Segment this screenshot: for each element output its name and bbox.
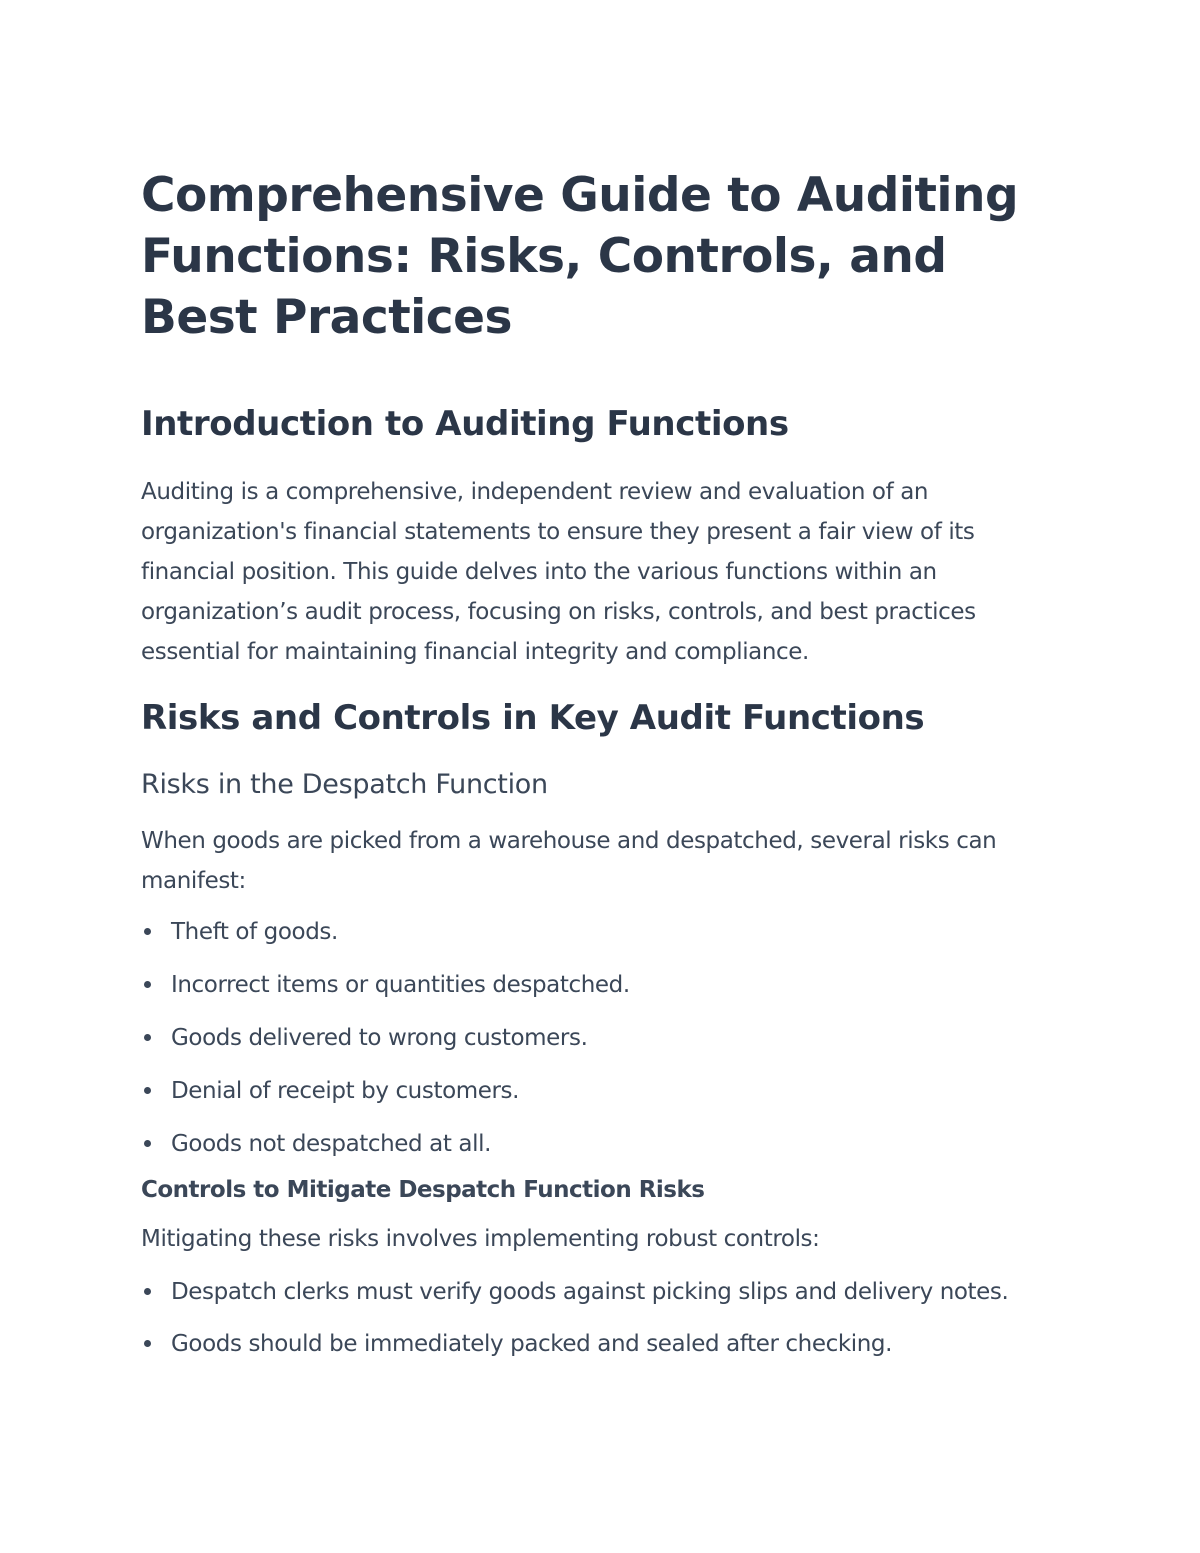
list-item-text: Incorrect items or quantities despatched. — [171, 972, 630, 998]
despatch-controls-list — [141, 1272, 1071, 1364]
list-item-text: Goods should be immediately packed and sealed after checking. — [171, 1331, 893, 1357]
despatch-controls-heading: Controls to Mitigate Despatch Function Risks — [141, 1177, 705, 1203]
despatch-risks-intro: When goods are picked from a warehouse and despatched, several risks can manifest: — [141, 828, 997, 894]
list-item-text: Despatch clerks must verify goods against picking slips and delivery notes. — [171, 1279, 1009, 1305]
list-item — [141, 965, 1071, 1005]
list-item — [141, 1272, 1071, 1312]
document-page — [141, 165, 1071, 1364]
bullet-icon — [144, 1288, 151, 1295]
list-item-text: Goods delivered to wrong customers. — [171, 1025, 588, 1051]
bullet-icon — [144, 1340, 151, 1347]
introduction-heading: Introduction to Auditing Functions — [141, 404, 789, 444]
list-item-text: Theft of goods. — [171, 919, 338, 945]
list-item — [141, 1018, 1071, 1058]
document-title: Comprehensive Guide to Auditing Functions: Risks, Controls, and Best Practices — [141, 168, 1019, 345]
bullet-icon — [144, 928, 151, 935]
introduction-paragraph: Auditing is a comprehensive, independent review and evaluation of an organization's financial statements to ensure they present a fair view of its financial position. This guide delves into the various functions within an organization’s audit process, focusing on risks, controls, and best practices essential for maintaining financial integrity and compliance. — [141, 479, 976, 665]
list-item — [141, 1071, 1071, 1111]
risks-controls-heading: Risks and Controls in Key Audit Functions — [141, 698, 925, 738]
list-item — [141, 1324, 1071, 1364]
list-item — [141, 1124, 1071, 1164]
despatch-risks-heading: Risks in the Despatch Function — [141, 769, 548, 800]
list-item — [141, 912, 1071, 952]
bullet-icon — [144, 1034, 151, 1041]
list-item-text: Goods not despatched at all. — [171, 1131, 491, 1157]
bullet-icon — [144, 1140, 151, 1147]
list-item-text: Denial of receipt by customers. — [171, 1078, 520, 1104]
despatch-controls-intro: Mitigating these risks involves implementing robust controls: — [141, 1226, 820, 1252]
despatch-risks-list — [141, 912, 1071, 1164]
bullet-icon — [144, 981, 151, 988]
bullet-icon — [144, 1087, 151, 1094]
